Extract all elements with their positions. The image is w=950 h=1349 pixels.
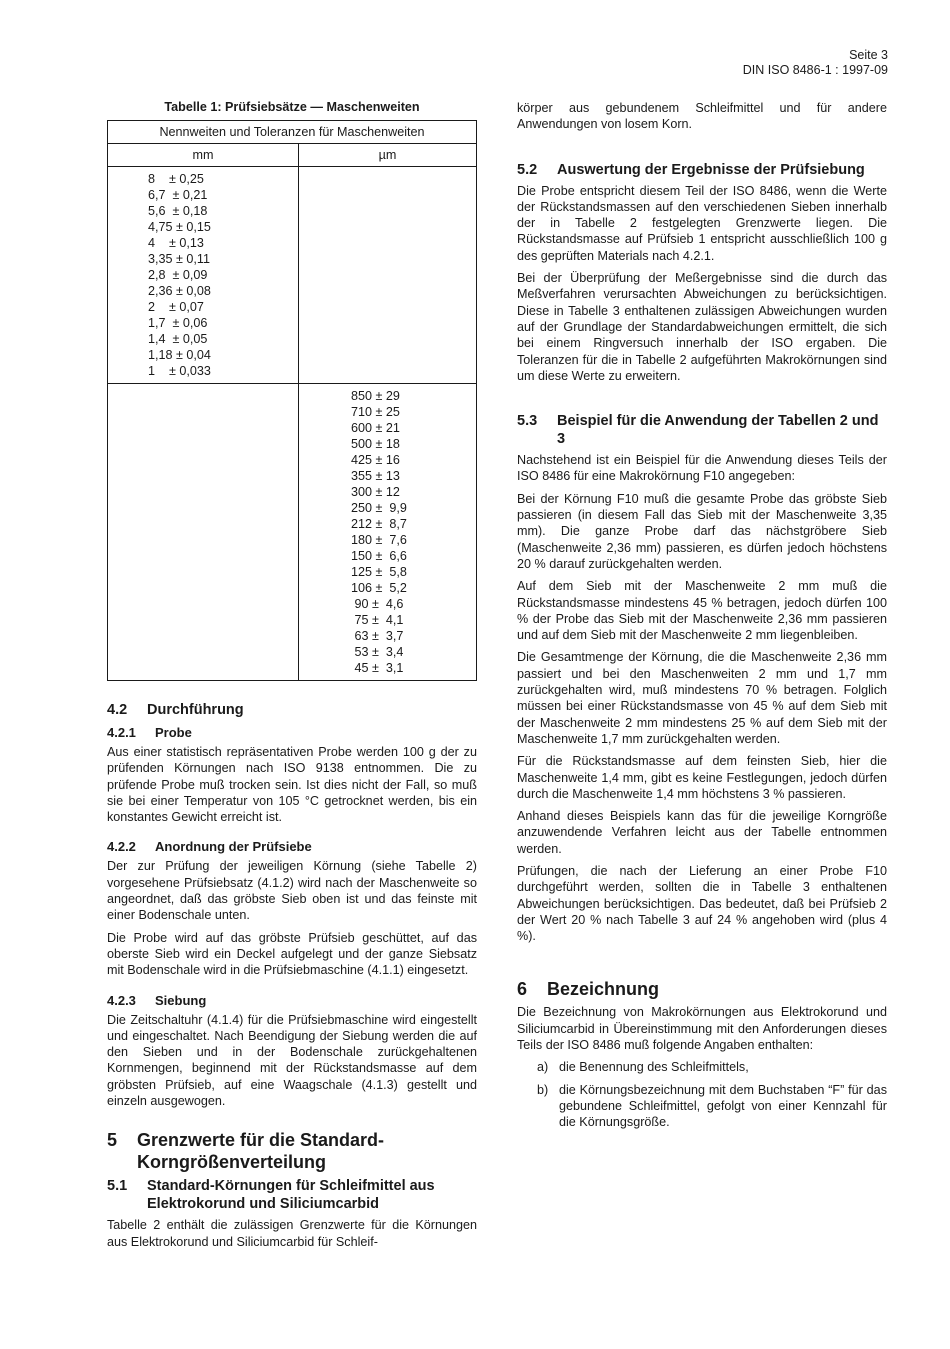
section-5-2-heading: 5.2 Auswertung der Ergebnisse der Prüfsiebung: [517, 161, 865, 178]
mm-value: 6,7 ± 0,21: [148, 188, 208, 202]
mm-value: 5,6 ± 0,18: [148, 204, 208, 218]
designation-list: [517, 1059, 887, 1130]
mm-value: 3,35 ± 0,11: [148, 252, 210, 266]
um-value: 63 ± 3,7: [351, 629, 404, 643]
section-4-2-2-text-1: Der zur Prüfung der jeweiligen Körnung (siehe Tabelle 2) vorgesehene Prüfsiebsatz (4.1.2) wird nach der Maschenweite so angeordnet, daß das gröbste Sieb oben ist und das feinste mit einer Bodenschale unten.: [107, 859, 477, 923]
section-5-3-text-5: Für die Rückstandsmasse auf dem feinsten Sieb, hier die Maschenweite 1,4 mm, gibt es keine Festlegungen, jedoch dürfen durch die Maschenweite 1,4 mm höchstens 3 % passieren.: [517, 754, 887, 801]
section-4-2-heading: 4.2 Durchführung: [107, 702, 244, 718]
table-col-mm: mm: [108, 144, 299, 167]
table-main-header: Nennweiten und Toleranzen für Maschenweiten: [108, 121, 477, 144]
mm-value: 1 ± 0,033: [148, 364, 211, 378]
section-5-3-text-4: Die Gesamtmenge der Körnung, die die Maschenweite 2,36 mm passiert und bei den Maschenweiten 2 mm und 1,7 mm zurückgehalten wird, muß mindestens 70 % betragen. Folglich müssen bei einer Rückstandsmasse von 45 % auf dem Sieb mit der Maschenweite 2 mm mindestens 25 % auf dem Sieb mit der Maschenweite 1,7 mm zurückgehalten werden.: [517, 650, 887, 746]
page-header: [743, 48, 888, 78]
um-value: 500 ± 18: [351, 437, 400, 451]
section-5-3-text-1: Nachstehend ist ein Beispiel für die Anwendung dieses Teils der ISO 8486 für eine Makrokörnung F10 angegeben:: [517, 453, 887, 484]
empty-um-cell: [299, 167, 477, 384]
section-5-1-text: Tabelle 2 enthält die zulässigen Grenzwerte für die Körnungen aus Elektrokorund und Siliciumcarbid für Schleif-: [107, 1218, 477, 1249]
section-4-2-2-heading: 4.2.2 Anordnung der Prüfsiebe: [107, 839, 312, 855]
um-value: 106 ± 5,2: [351, 581, 407, 595]
sieve-table: [107, 120, 477, 681]
mm-value: 1,7 ± 0,06: [148, 316, 208, 330]
section-5-2-text-2: Bei der Überprüfung der Meßergebnisse sind die durch das Meßverfahren verursachten Abweichungen zu berücksichtigen. Diese in Tabelle 3 enthaltenen zulässigen Abweichungen wurden auf der Grundlage der Standardabweichungen ermittelt, die sich bei einem Ringversuch innerhalb der ISO ergaben. Die Toleranzen für die in Tabelle 2 aufgeführten Makrokörnungen sind um diese Werte zu erweitern.: [517, 271, 887, 383]
mm-value: 1,18 ± 0,04: [148, 348, 211, 362]
empty-mm-cell: [108, 384, 299, 681]
section-5-3-text-7: Prüfungen, die nach der Lieferung an einer Probe F10 durchgeführt werden, sollten die in Tabelle 3 enthaltenen Abweichungen berücksichtigen. Das bedeutet, daß bei Prüfsieb 2 der Wert 20 % nach Tabelle 3 auf 24 % angehoben wird (plus 4 %).: [517, 863, 887, 944]
um-value: 355 ± 13: [351, 469, 400, 483]
section-5-3-text-3: Auf dem Sieb mit der Maschenweite 2 mm muß die Rückstandsmasse mindestens 45 % betragen, jedoch dürfen 100 % der Probe das Sieb mit der Maschenweite 2,36 mm passieren und auf dem Sieb mit der Maschenweite 2 mm liegenbleiben.: [517, 579, 887, 643]
um-value: 212 ± 8,7: [351, 517, 407, 531]
um-value: 125 ± 5,8: [351, 565, 407, 579]
left-column: [107, 100, 477, 1256]
um-value: 53 ± 3,4: [351, 645, 404, 659]
section-4-2-1-text: Aus einer statistisch repräsentativen Probe werden 100 g der zu prüfenden Körnungen nach ISO 9138 entnommen. Die zu prüfende Probe muß trocken sein. Ist dies nicht der Fall, so muß sie bei einer Temperatur von 105 °C getrocknet werden, bis ein konstantes Gewicht erreicht ist.: [107, 745, 477, 825]
section-6-text: Die Bezeichnung von Makrokörnungen aus Elektrokorund und Siliciumcarbid in Übereinstimmung mit den Anforderungen dieses Teils der ISO 8486 muß folgende Angaben enthalten:: [517, 1005, 887, 1053]
standard-number: DIN ISO 8486-1 : 1997-09: [742, 63, 888, 77]
list-item: b) die Körnungsbezeichnung mit dem Buchstaben “F” für das gebundene Schleifmittel, gefolgt von einer Kennzahl für die Körnungsgröße.: [537, 1082, 887, 1130]
um-value: 850 ± 29: [351, 389, 400, 403]
mm-value: 2,36 ± 0,08: [148, 284, 211, 298]
mm-value: 1,4 ± 0,05: [148, 332, 208, 346]
um-value: 600 ± 21: [351, 421, 400, 435]
mm-value: 2 ± 0,07: [148, 300, 204, 314]
page-number: Seite 3: [849, 48, 888, 62]
mm-value: 8 ± 0,25: [148, 172, 204, 186]
um-value: 75 ± 4,1: [351, 613, 404, 627]
um-value: 180 ± 7,6: [351, 533, 407, 547]
section-5-3-text-6: Anhand dieses Beispiels kann das für die jeweilige Korngröße anzuwendende Verfahren leicht aus der Tabelle entnommen werden.: [517, 809, 887, 856]
section-5-1-text-continued: körper aus gebundenem Schleifmittel und für andere Anwendungen von losem Korn.: [517, 101, 887, 132]
section-4-2-3-text: Die Zeitschaltuhr (4.1.4) für die Prüfsiebmaschine wird eingestellt und eingeschaltet. Nach Beendigung der Siebung werden die auf den Sieben und in der Bodenschale zurückgehaltenen Kornmengen, beginnend mit der Rückstandsmasse auf dem gröbsten Prüfsieb, auf eine Waagschale (4.1.3) gestellt und einzeln ausgewogen.: [107, 1012, 477, 1109]
um-value: 150 ± 6,6: [351, 549, 407, 563]
um-value: 90 ± 4,6: [351, 597, 404, 611]
um-values-cell: [299, 384, 477, 681]
section-6-heading: 6 Bezeichnung: [517, 979, 660, 1000]
mm-value: 4 ± 0,13: [148, 236, 204, 250]
um-value: 300 ± 12: [351, 485, 400, 499]
list-item: a) die Benennung des Schleifmittels,: [537, 1060, 749, 1075]
right-column: [517, 100, 887, 1137]
section-5-1-heading: 5.1 Standard-Körnungen für Schleifmittel aus Elektrokorund und Siliciumcarbid: [107, 1178, 435, 1213]
section-5-heading: 5 Grenzwerte für die Standard-Korngrößenverteilung: [107, 1130, 385, 1173]
section-5-3-text-2: Bei der Körnung F10 muß die gesamte Probe das gröbste Sieb passieren (in diesem Fall das Sieb mit der Maschenweite 3,35 mm). Die ganze Probe darf das nächstgröbere Sieb (Maschenweite 2,36 mm) passieren, es dürfen jedoch höchstens 20 % darauf zurückgehalten werden.: [517, 491, 887, 571]
um-value: 45 ± 3,1: [351, 661, 404, 675]
section-5-3-heading: 5.3 Beispiel für die Anwendung der Tabellen 2 und 3: [517, 413, 879, 448]
section-4-2-1-heading: 4.2.1 Probe: [107, 725, 192, 740]
section-5-2-text-1: Die Probe entspricht diesem Teil der ISO 8486, wenn die Werte der Rückstandsmassen auf den verschiedenen Sieben innerhalb der in Tabelle 2 festgelegten Grenzwerte liegen. Die Rückstandsmasse auf Prüfsieb 1 entspricht ausschließlich 100 g des geprüften Materials nach 4.2.1.: [517, 183, 887, 263]
section-4-2-2-text-2: Die Probe wird auf das gröbste Prüfsieb geschüttet, auf das oberste Sieb wird ein Deckel aufgelegt und der ganze Siebsatz mit Bodenschale wird in die Prüfsiebmaschine (4.1.1) eingesetzt.: [107, 930, 477, 978]
um-value: 710 ± 25: [351, 405, 400, 419]
table-col-um: µm: [299, 144, 477, 167]
um-value: 425 ± 16: [351, 453, 400, 467]
mm-value: 2,8 ± 0,09: [148, 268, 208, 282]
mm-value: 4,75 ± 0,15: [148, 220, 211, 234]
table-caption: Tabelle 1: Prüfsiebsätze — Maschenweiten: [164, 100, 420, 114]
um-value: 250 ± 9,9: [351, 501, 407, 515]
section-4-2-3-heading: 4.2.3 Siebung: [107, 992, 207, 1008]
mm-values-cell: [108, 167, 299, 384]
